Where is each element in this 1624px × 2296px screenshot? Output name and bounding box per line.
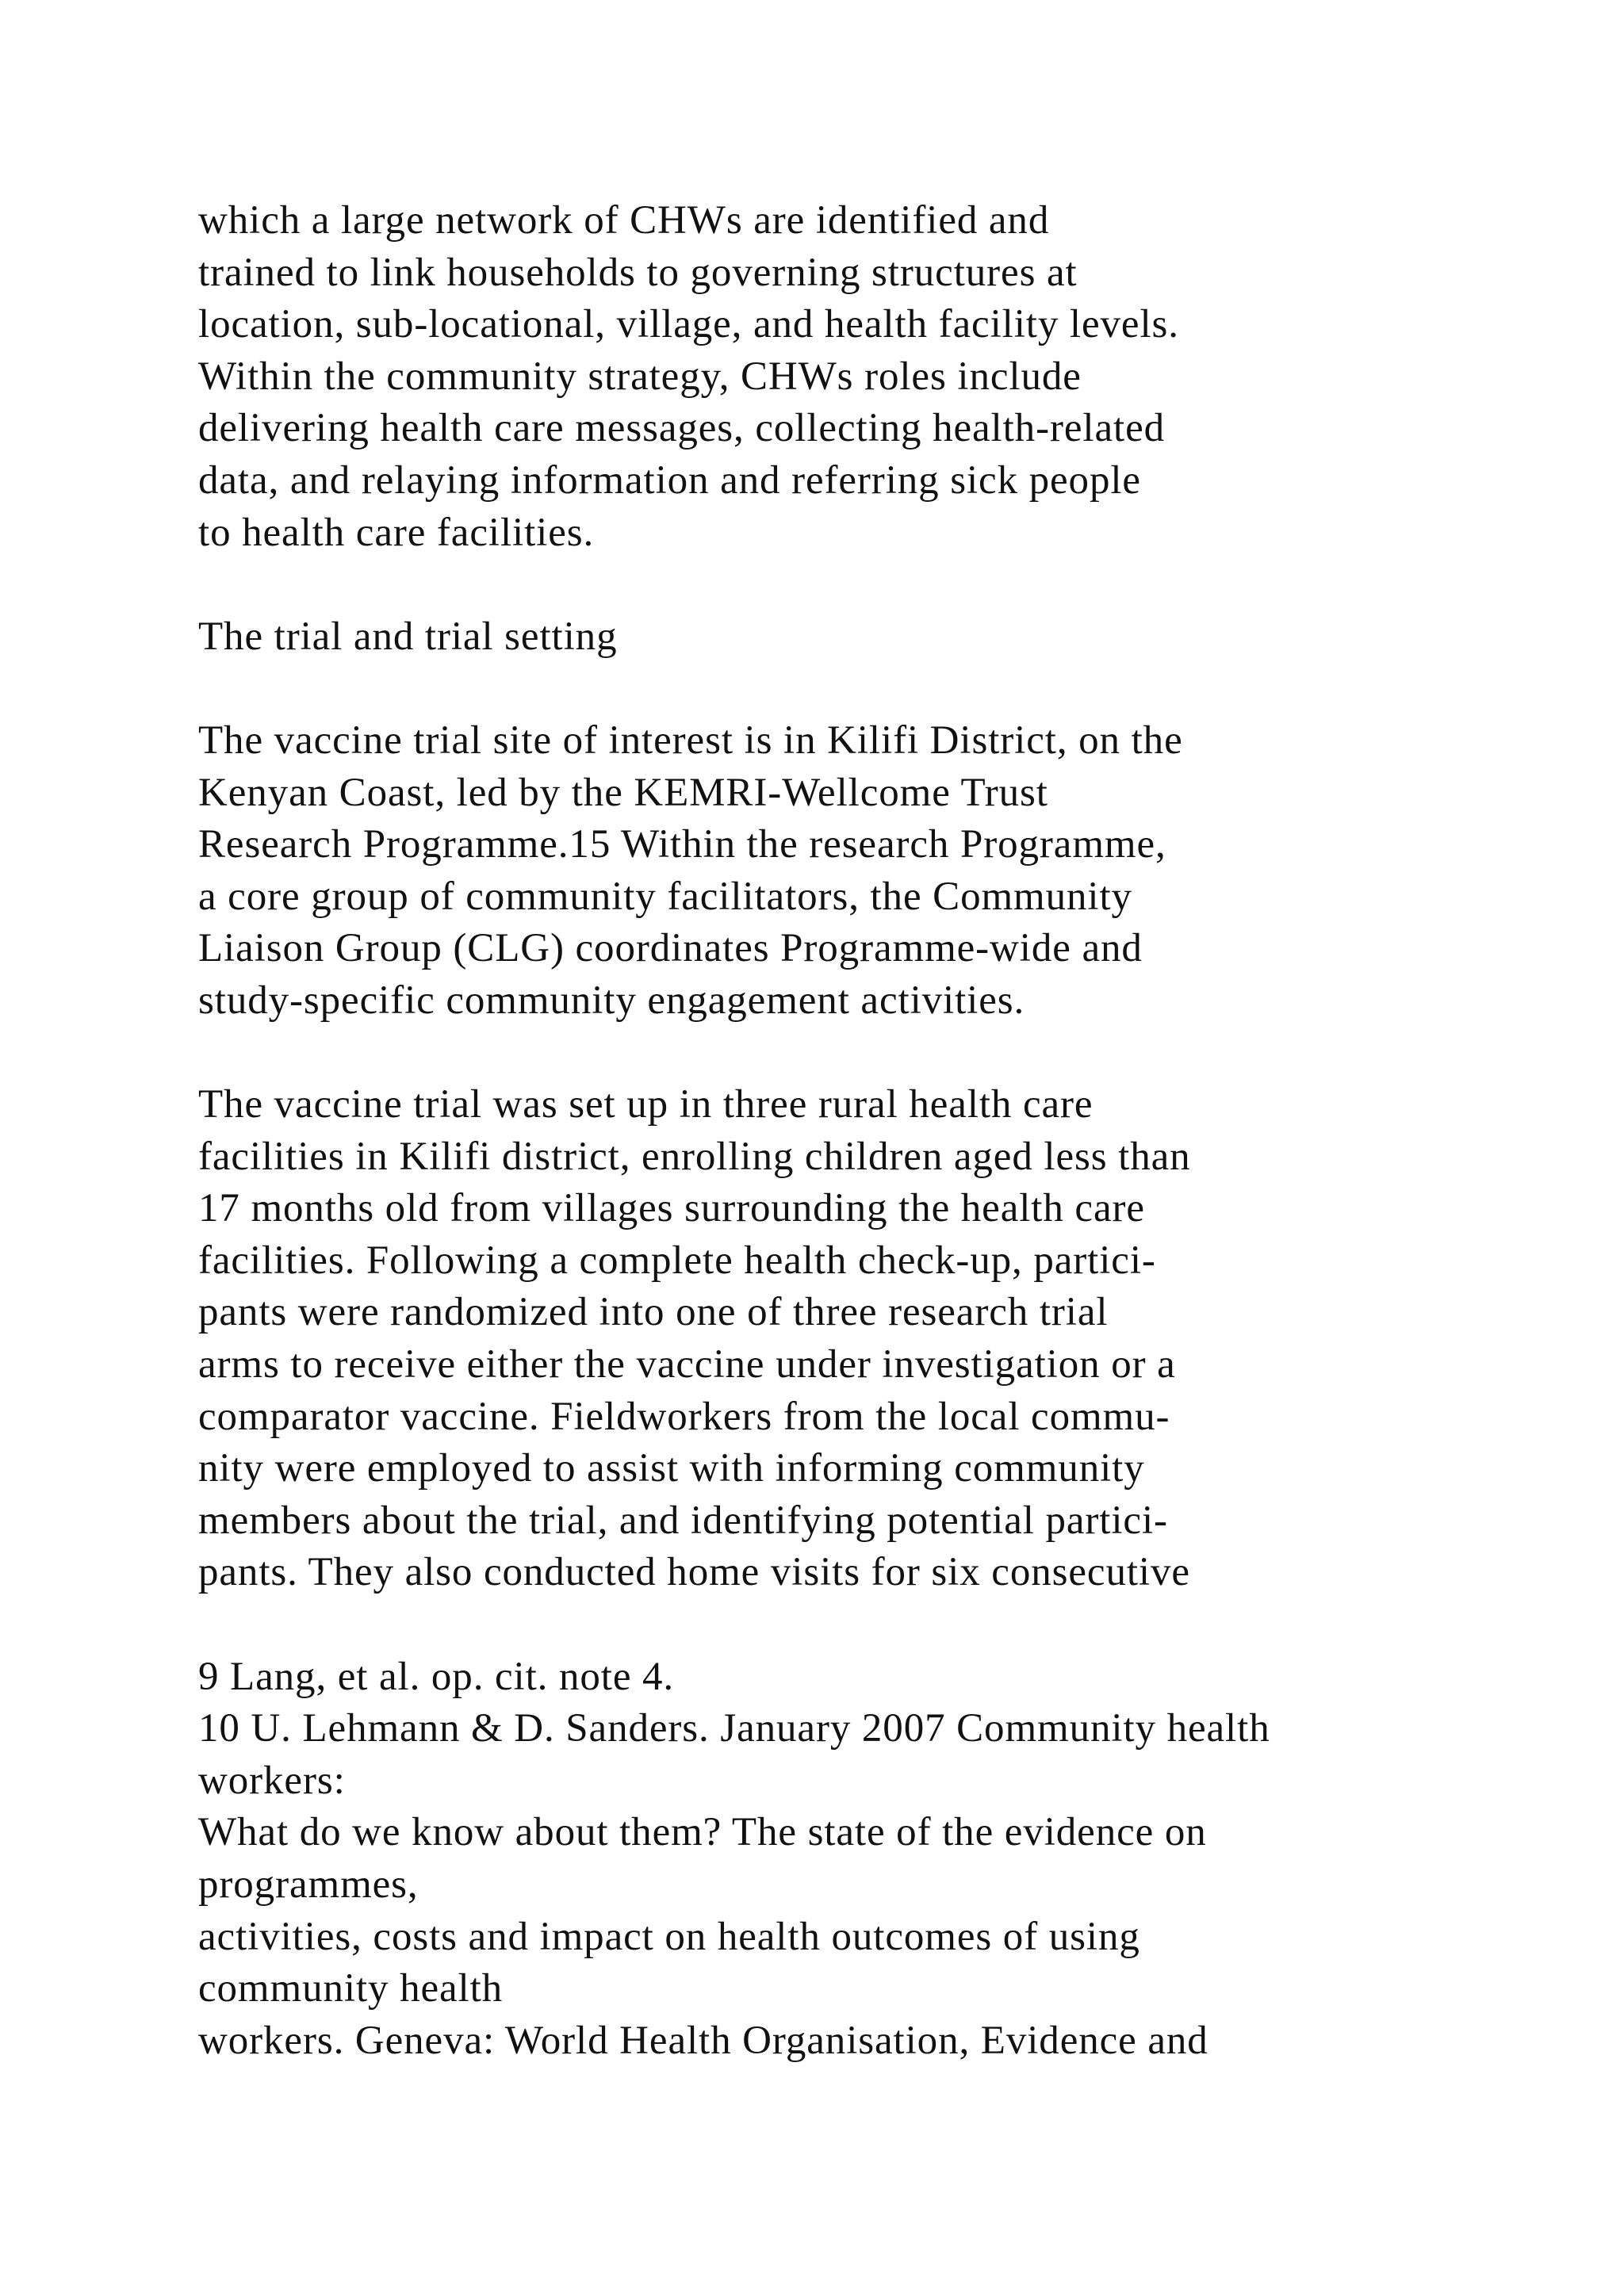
- body-line: facilities in Kilifi district, enrolling children aged less than: [198, 1134, 1191, 1179]
- body-line: 17 months old from villages surrounding the health care: [198, 1186, 1145, 1231]
- body-line: study-specific community engagement activities.: [198, 978, 1025, 1023]
- paragraph-gap: [198, 1599, 1546, 1651]
- body-line: delivering health care messages, collecting health-related: [198, 406, 1165, 451]
- body-text: [198, 195, 1546, 2067]
- footnote-line: workers:: [198, 1758, 346, 1803]
- section-heading: The trial and trial setting: [198, 614, 618, 659]
- body-line: location, sub-locational, village, and health facility levels.: [198, 302, 1179, 347]
- body-line: comparator vaccine. Fieldworkers from the local commu-: [198, 1394, 1170, 1439]
- body-line: pants were randomized into one of three research trial: [198, 1290, 1109, 1335]
- footnote-line: What do we know about them? The state of the evidence on: [198, 1810, 1207, 1855]
- footnote-line: 10 U. Lehmann & D. Sanders. January 2007 Community health: [198, 1706, 1270, 1751]
- body-line: Research Programme.15 Within the research Programme,: [198, 822, 1166, 867]
- body-line: Within the community strategy, CHWs roles include: [198, 354, 1082, 399]
- body-line: arms to receive either the vaccine under investigation or a: [198, 1342, 1176, 1387]
- body-line: Kenyan Coast, led by the KEMRI-Wellcome Trust: [198, 770, 1048, 815]
- body-line: which a large network of CHWs are identified and: [198, 198, 1050, 243]
- body-line: nity were employed to assist with informing community: [198, 1446, 1145, 1491]
- body-line: pants. They also conducted home visits for six consecutive: [198, 1550, 1190, 1595]
- body-line: The vaccine trial site of interest is in Kilifi District, on the: [198, 718, 1183, 763]
- footnote-line: programmes,: [198, 1862, 419, 1907]
- paragraph-gap: [198, 1027, 1546, 1080]
- body-line: a core group of community facilitators, the Community: [198, 874, 1132, 919]
- body-line: data, and relaying information and referring sick people: [198, 457, 1141, 503]
- footnote-line: 9 Lang, et al. op. cit. note 4.: [198, 1654, 675, 1699]
- footnote-line: workers. Geneva: World Health Organisation, Evidence and: [198, 2018, 1208, 2063]
- body-line: Liaison Group (CLG) coordinates Programme-wide and: [198, 926, 1143, 971]
- body-line: to health care facilities.: [198, 510, 595, 555]
- body-line: trained to link households to governing structures at: [198, 250, 1078, 295]
- paragraph-gap: [198, 559, 1546, 611]
- footnote-line: community health: [198, 1966, 504, 2011]
- body-line: members about the trial, and identifying potential partici-: [198, 1498, 1168, 1543]
- body-line: facilities. Following a complete health check-up, partici-: [198, 1238, 1156, 1283]
- body-line: The vaccine trial was set up in three rural health care: [198, 1082, 1094, 1127]
- footnote-line: activities, costs and impact on health outcomes of using: [198, 1914, 1140, 1959]
- paragraph-gap: [198, 663, 1546, 715]
